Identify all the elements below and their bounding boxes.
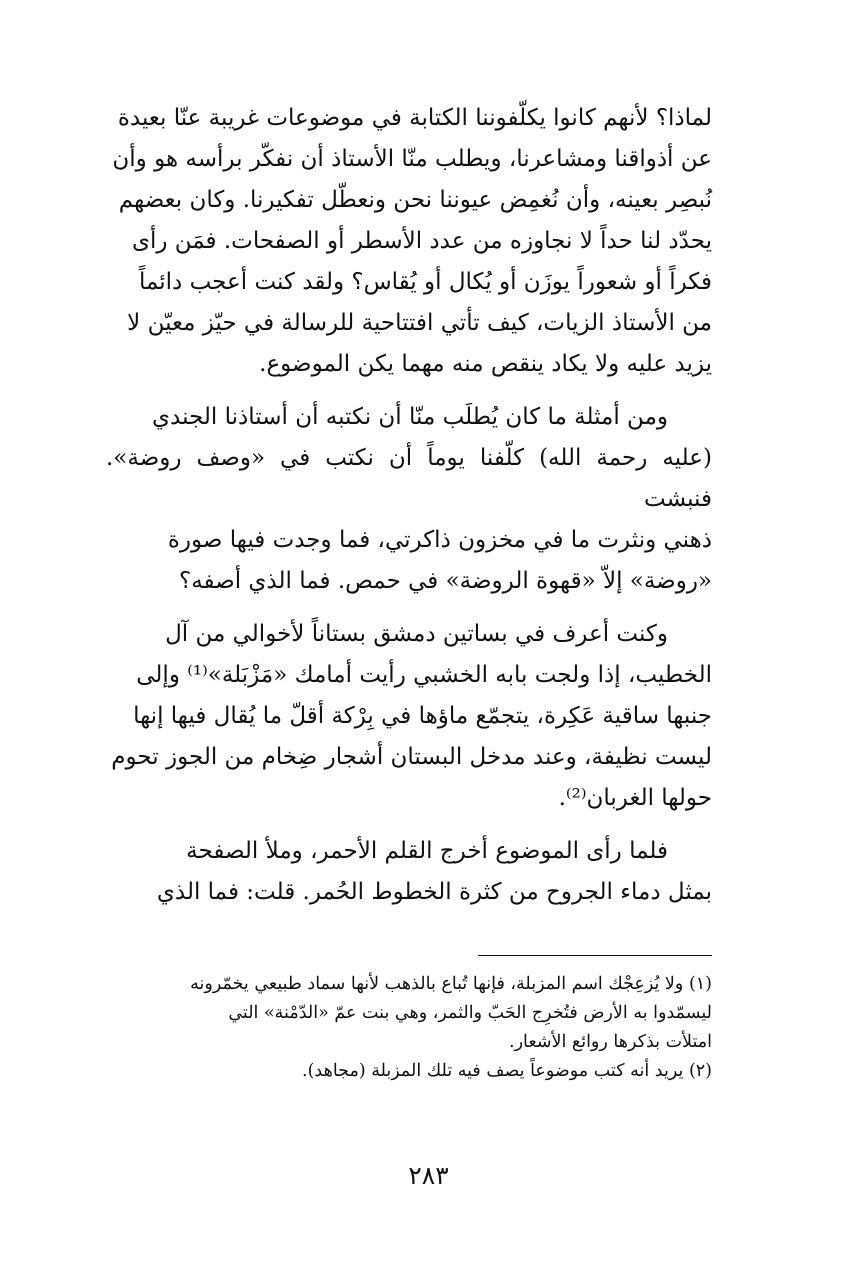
footnote-separator: [478, 955, 712, 956]
footnote-2: [106, 1057, 712, 1086]
main-text: [106, 98, 712, 913]
footnotes: [106, 970, 712, 1086]
paragraph-1: لماذا؟ لأنهم كانوا يكلّفوننا الكتابة في موضوعات غريبة عنّا بعيدة عن أذواقنا ومشاعرنا، ويطلب منّا الأستاذ أن نفكّر برأسه هو وأن نُبصِر بعينه، وأن نُغمِض عيوننا نحن ونعطّل تفكيرنا. وكان بعضهم يحدّد لنا حداً لا نجاوزه من عدد الأسطر أو الصفحات. فمَن رأى فكراً أو شعوراً يوزَن أو يُكال أو يُقاس؟ ولقد كنت أعجب دائماً من الأستاذ الزيات، كيف تأتي افتتاحية للرسالة في حيّز معيّن لا يزيد عليه ولا يكاد ينقص منه مهما يكن الموضوع.: [112, 105, 712, 377]
footnote-1-text: ولا يُزعِجْك اسم المزبلة، فإنها تُباع بالذهب لأنها سماد طبيعي يخمّرونه ليسمّدوا به الأرض فتُخرِج الحَبّ والثمر، وهي بنت عمّ «الدّمْنة» التي امتلأت بذكرها روائع الأشعار.: [190, 974, 712, 1052]
paragraph-3: وكنت أعرف في بساتين دمشق بستاناً لأخوالي من آل الخطيب، إذا ولجت بابه الخشبي رأيت أمامك «مَزْبَلة»⁽¹⁾ وإلى جنبها ساقية عَكِرة، يتجمّع ماؤها في بِرْكة أقلّ ما يُقال فيها إنها ليست نظيفة، وعند مدخل البستان أشجار ضِخام من الجوز تحوم حولها الغربان⁽²⁾.: [111, 621, 712, 811]
paragraph-4: فلما رأى الموضوع أخرج القلم الأحمر، وملأ الصفحة بمثل دماء الجروح من كثرة الخطوط الحُمر. قلت: فما الذي: [156, 838, 712, 905]
paragraph-2: ومن أمثلة ما كان يُطلَب منّا أن نكتبه أن أستاذنا الجندي (عليه رحمة الله) كلّفنا يوماً أن نكتب في «وصف روضة». فنبشت ذهني ونثرت ما في مخزون ذاكرتي، فما وجدت فيها صورة «روضة» إلاّ «قهوة الروضة» في حمص. فما الذي أصفه؟: [106, 404, 712, 594]
footnote-1-number: (١): [688, 974, 712, 994]
footnote-2-text: يريد أنه كتب موضوعاً يصف فيه تلك المزبلة (مجاهد).: [302, 1061, 684, 1081]
page-number: ٢٨٣: [408, 1161, 449, 1190]
footnote-2-number: (٢): [688, 1061, 712, 1081]
footnote-1: [106, 970, 712, 1057]
